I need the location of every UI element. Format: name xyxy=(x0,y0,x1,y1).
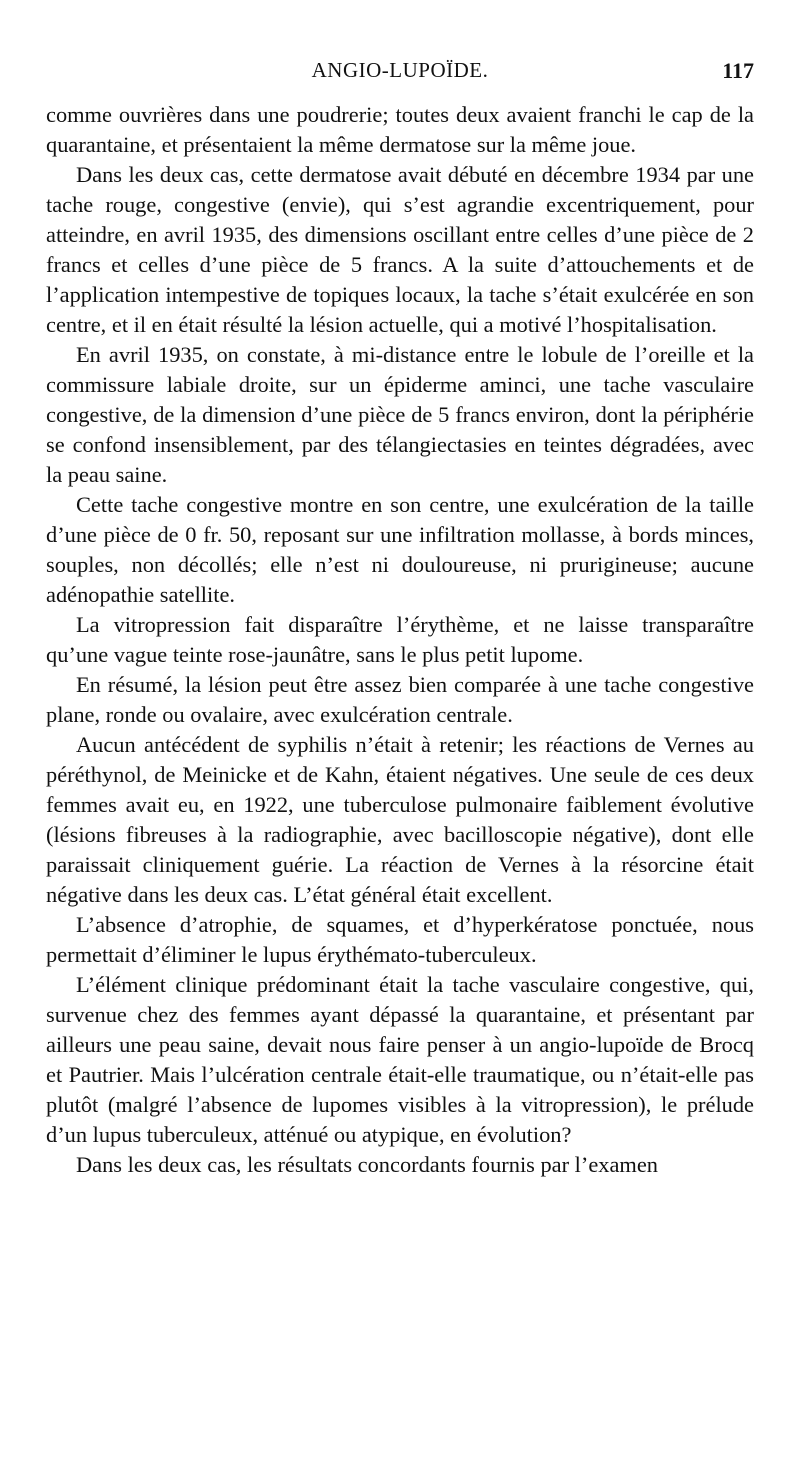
document-page xyxy=(46,58,754,1180)
running-title: ANGIO-LUPOÏDE. xyxy=(311,58,489,82)
paragraph-clinical-element: L’élément clinique prédominant était la tache vasculaire congestive, qui, survenue chez des femmes ayant dépassé la quarantaine, et présentant par ailleurs une peau saine, devait nous faire penser à un angio-lupoïde de Brocq et Pautrier. Mais l’ulcération centrale était-elle traumatique, ou n’était-elle pas plutôt (malgré l’absence de lupomes visibles à la vitropression), le prélude d’un lupus tuberculeux, atténué ou atypique, en évolution? xyxy=(46,972,754,1147)
paragraph-examination: En avril 1935, on constate, à mi-distance entre le lobule de l’oreille et la commissure labiale droite, sur un épiderme aminci, une tache vasculaire congestive, de la dimension d’une pièce de 5 francs environ, dont la périphérie se confond insensiblement, par des télangiectasies en teintes dégradées, avec la peau saine. xyxy=(46,342,754,487)
body-text xyxy=(46,100,754,1180)
running-header xyxy=(46,58,754,92)
paragraph-exulceration: Cette tache congestive montre en son centre, une exulcération de la taille d’une pièce de 0 fr. 50, reposant sur une infiltration mollasse, à bords minces, souples, non décollés; elle n’est ni douloureuse, ni prurigineuse; aucune adénopathie satellite. xyxy=(46,492,754,607)
paragraph-antecedents: Aucun antécédent de syphilis n’était à retenir; les réactions de Vernes au péréthynol, de Meinicke et de Kahn, étaient négatives. Une seule de ces deux femmes avait eu, en 1922, une tuberculose pulmonaire faiblement évolutive (lésions fibreuses à la radiographie, avec bacilloscopie négative), dont elle paraissait cliniquement guérie. La réaction de Vernes à la résorcine était négative dans les deux cas. L’état général était excellent. xyxy=(46,732,754,907)
page-number: 117 xyxy=(722,58,754,83)
paragraph-summary: En résumé, la lésion peut être assez bien comparée à une tache congestive plane, ronde ou ovalaire, avec exulcération centrale. xyxy=(46,672,754,727)
paragraph-vitropression: La vitropression fait disparaître l’érythème, et ne laisse transparaître qu’une vague teinte rose-jaunâtre, sans le plus petit lupome. xyxy=(46,612,754,667)
paragraph-onset: Dans les deux cas, cette dermatose avait débuté en décembre 1934 par une tache rouge, congestive (envie), qui s’est agrandie excentriquement, pour atteindre, en avril 1935, des dimensions oscillant entre celles d’une pièce de 2 francs et celles d’une pièce de 5 francs. A la suite d’attouchements et de l’application intempestive de topiques locaux, la tache s’était exulcérée en son centre, et il en était résulté la lésion actuelle, qui a motivé l’hospitalisation. xyxy=(46,162,754,337)
paragraph-differential: L’absence d’atrophie, de squames, et d’hyperkératose ponctuée, nous permettait d’éliminer le lupus érythémato-tuberculeux. xyxy=(46,912,754,967)
paragraph-results: Dans les deux cas, les résultats concordants fournis par l’examen xyxy=(76,1152,658,1177)
paragraph-continuation: comme ouvrières dans une poudrerie; toutes deux avaient franchi le cap de la quarantaine, et présentaient la même dermatose sur la même joue. xyxy=(46,102,754,157)
